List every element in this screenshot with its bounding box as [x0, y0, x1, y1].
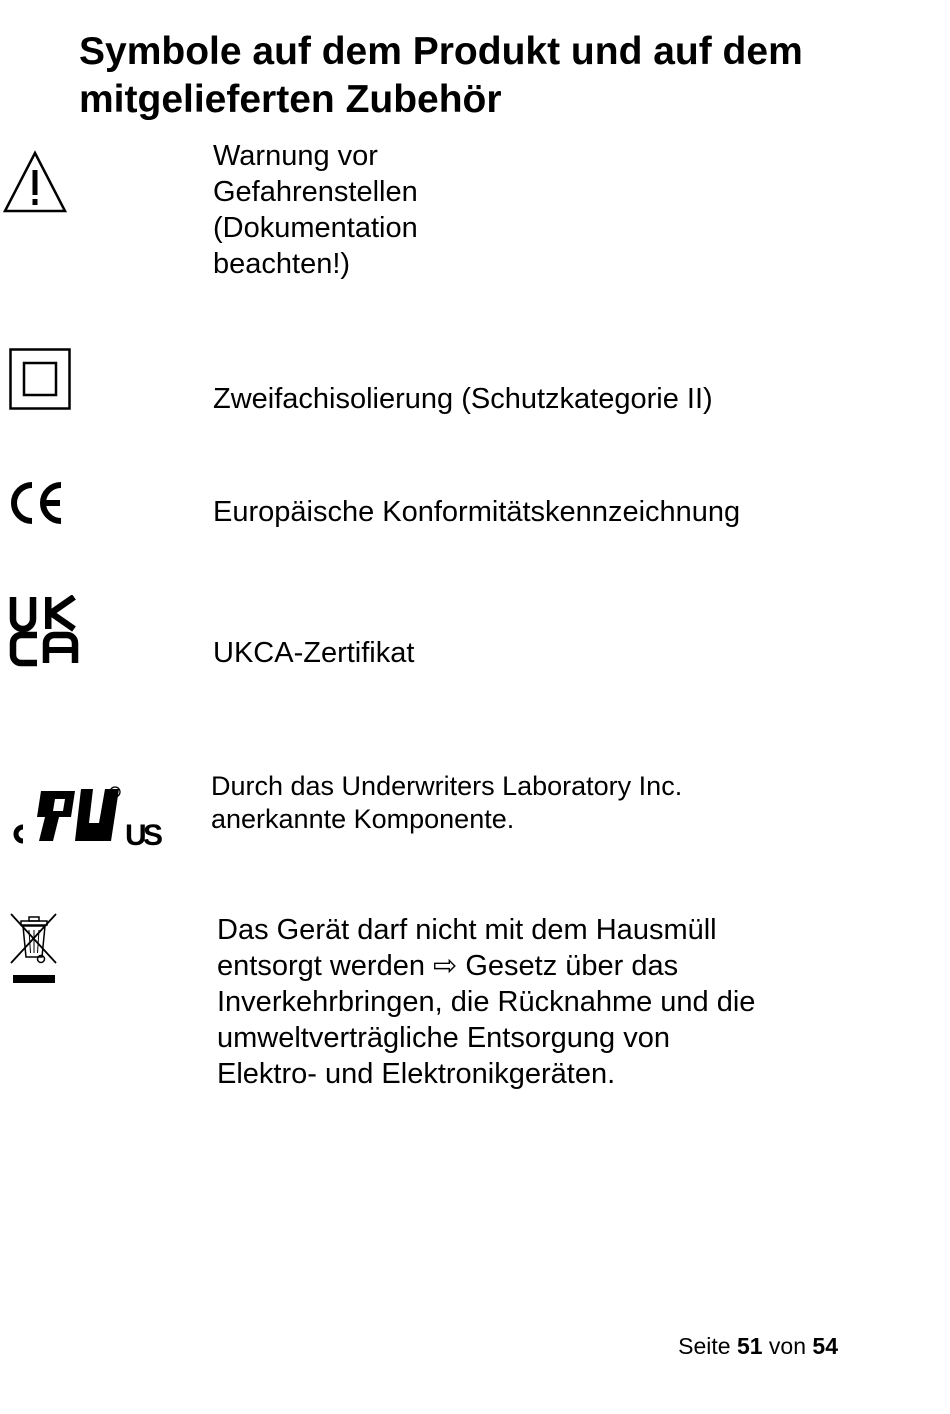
page-title — [79, 28, 899, 124]
ce-description: Europäische Konformitätskennzeichnung — [213, 496, 741, 528]
ul-description: Durch das Underwriters Laboratory Inc. anerkannte Komponente. — [211, 771, 683, 834]
double-insulation-description: Zweifachisolierung (Schutzkategorie II) — [213, 383, 713, 415]
svg-text:US: US — [125, 819, 163, 849]
page-number — [600, 1331, 838, 1361]
title-line-1: Symbole auf dem Produkt und auf dem — [79, 30, 803, 73]
page-number-current: 51 — [736, 1333, 763, 1359]
page-number-prefix: Seite — [678, 1333, 731, 1359]
ce-mark-icon — [8, 481, 66, 525]
weee-crossed-bin-icon — [8, 911, 60, 985]
page-number-total: 54 — [812, 1333, 838, 1359]
ul-recognized-mark-icon — [9, 783, 165, 849]
ukca-mark-icon — [9, 595, 79, 667]
page-number-separator: von — [768, 1333, 807, 1359]
ukca-description: UKCA-Zertifikat — [213, 637, 415, 669]
warning-triangle-icon — [2, 150, 68, 214]
double-insulation-icon — [9, 348, 71, 410]
warning-description: Warnung vor Gefahrenstellen (Dokumentation beachten!) — [213, 140, 418, 280]
svg-text:R: R — [112, 790, 118, 797]
weee-description: Das Gerät darf nicht mit dem Hausmüll entsorgt werden ⇨ Gesetz über das Inverkehrbringen, die Rücknahme und die umweltverträgliche Entsorgung von Elektro- und Elektronikgeräten. — [217, 914, 756, 1090]
title-line-2: mitgelieferten Zubehör — [79, 78, 502, 121]
